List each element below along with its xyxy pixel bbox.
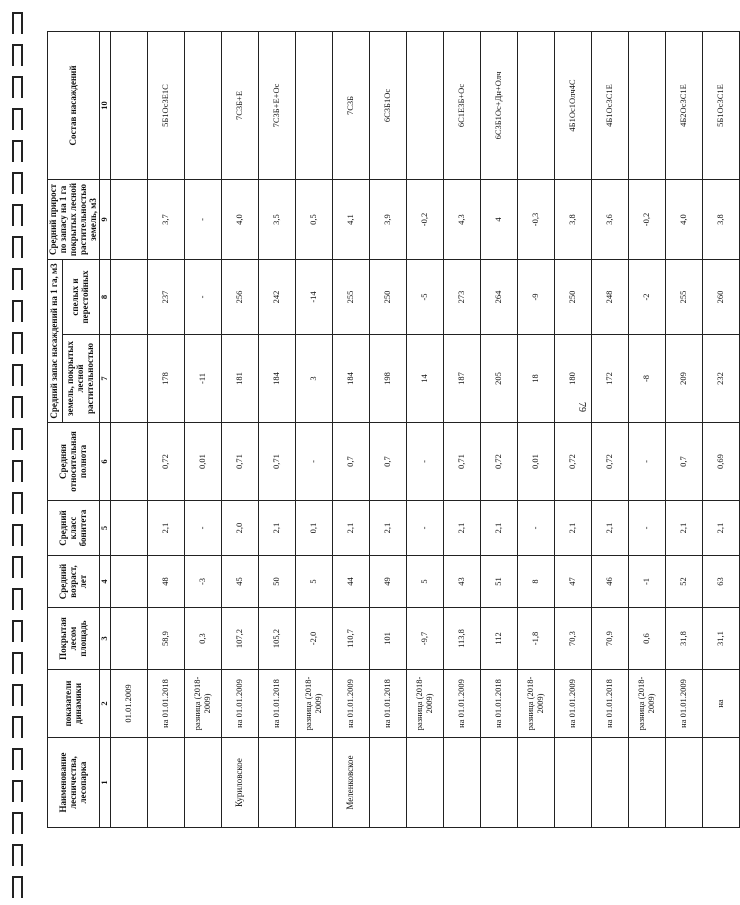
table-row xyxy=(332,32,369,828)
cell-composition xyxy=(295,32,332,180)
forestry-dynamics-table xyxy=(47,31,740,828)
cell-bonitet: 2,1 xyxy=(147,501,184,556)
column-number: 7 xyxy=(100,335,110,423)
cell-area xyxy=(110,608,147,670)
cell-age: -3 xyxy=(184,556,221,608)
binding-mark xyxy=(12,524,23,546)
binding-mark xyxy=(12,396,23,418)
cell-area: 113,8 xyxy=(443,608,480,670)
col-header-increment: Средний прирост по запасу на 1 га покрытых лесной растительностью земель, м3 xyxy=(48,180,100,260)
page-number: 79 xyxy=(576,402,587,412)
cell-increment: - xyxy=(184,180,221,260)
binding-mark xyxy=(12,620,23,642)
col-header-bonitet: Средний класс бонитета xyxy=(48,501,100,556)
cell-increment: 3,8 xyxy=(702,180,739,260)
cell-indicator: разница (2018-2009) xyxy=(628,670,665,738)
cell-stock: 3 xyxy=(295,335,332,423)
binding-mark xyxy=(12,108,23,130)
cell-forestry xyxy=(295,738,332,828)
cell-density: 0,71 xyxy=(221,423,258,501)
cell-indicator: на 01.01.2009 xyxy=(554,670,591,738)
cell-area: 31,1 xyxy=(702,608,739,670)
cell-area: 110,7 xyxy=(332,608,369,670)
cell-bonitet: 2,0 xyxy=(221,501,258,556)
cell-composition: 4Б2Ос3С1Е xyxy=(665,32,702,180)
cell-composition xyxy=(110,32,147,180)
cell-area: 112 xyxy=(480,608,517,670)
table-row xyxy=(665,32,702,828)
cell-increment: 3,9 xyxy=(369,180,406,260)
cell-forestry xyxy=(554,738,591,828)
column-number: 9 xyxy=(100,180,110,260)
cell-bonitet: 2,1 xyxy=(665,501,702,556)
cell-forestry xyxy=(258,738,295,828)
column-number: 6 xyxy=(100,423,110,501)
cell-bonitet: - xyxy=(517,501,554,556)
cell-increment: 4 xyxy=(480,180,517,260)
cell-mature: 242 xyxy=(258,260,295,335)
cell-bonitet: - xyxy=(406,501,443,556)
cell-forestry xyxy=(591,738,628,828)
cell-bonitet: 2,1 xyxy=(591,501,628,556)
cell-indicator: разница (2018-2009) xyxy=(295,670,332,738)
cell-indicator: разница (2018-2009) xyxy=(184,670,221,738)
col-header-age: Средний возраст, лет xyxy=(48,556,100,608)
cell-stock: 187 xyxy=(443,335,480,423)
cell-forestry xyxy=(369,738,406,828)
cell-age: 50 xyxy=(258,556,295,608)
binding-mark xyxy=(12,428,23,450)
cell-age: 52 xyxy=(665,556,702,608)
cell-increment: -0,2 xyxy=(628,180,665,260)
column-number: 10 xyxy=(100,32,110,180)
cell-density: 0,01 xyxy=(517,423,554,501)
table-row xyxy=(702,32,739,828)
cell-bonitet: 2,1 xyxy=(443,501,480,556)
cell-forestry xyxy=(702,738,739,828)
binding-mark xyxy=(12,364,23,386)
binding-mark xyxy=(12,236,23,258)
cell-density: 0,7 xyxy=(665,423,702,501)
cell-age: 8 xyxy=(517,556,554,608)
cell-bonitet: 0,1 xyxy=(295,501,332,556)
cell-mature: 264 xyxy=(480,260,517,335)
binding-margin xyxy=(0,0,40,905)
cell-age: 46 xyxy=(591,556,628,608)
col-header-indicator: показатели динамики xyxy=(48,670,100,738)
cell-increment xyxy=(110,180,147,260)
binding-mark xyxy=(12,844,23,866)
cell-composition xyxy=(184,32,221,180)
cell-forestry xyxy=(443,738,480,828)
cell-composition: 7С3Б+Е+Ос xyxy=(258,32,295,180)
column-number: 1 xyxy=(100,738,110,828)
cell-mature: 255 xyxy=(665,260,702,335)
cell-composition: 4Б1Ос1Олч4С xyxy=(554,32,591,180)
cell-density: 0,71 xyxy=(258,423,295,501)
table-row xyxy=(110,32,147,828)
cell-density: 0,71 xyxy=(443,423,480,501)
cell-age: 63 xyxy=(702,556,739,608)
cell-bonitet xyxy=(110,501,147,556)
cell-bonitet: - xyxy=(628,501,665,556)
cell-area: 70,3 xyxy=(554,608,591,670)
rotated-content xyxy=(45,30,726,830)
cell-composition: 6С3Б1Ос+Дн+Олч xyxy=(480,32,517,180)
cell-forestry xyxy=(517,738,554,828)
binding-mark xyxy=(12,140,23,162)
cell-age: 5 xyxy=(406,556,443,608)
cell-indicator: на 01.01.2009 xyxy=(665,670,702,738)
cell-density: 0,72 xyxy=(591,423,628,501)
cell-area: 0,6 xyxy=(628,608,665,670)
binding-mark xyxy=(12,780,23,802)
cell-composition: 7С3Б+Е xyxy=(221,32,258,180)
cell-stock: 232 xyxy=(702,335,739,423)
cell-bonitet: 2,1 xyxy=(369,501,406,556)
table-row xyxy=(295,32,332,828)
column-number: 4 xyxy=(100,556,110,608)
cell-area: 105,2 xyxy=(258,608,295,670)
cell-increment: 3,8 xyxy=(554,180,591,260)
table-row xyxy=(591,32,628,828)
cell-increment: 3,6 xyxy=(591,180,628,260)
cell-composition xyxy=(517,32,554,180)
cell-increment: -0,3 xyxy=(517,180,554,260)
table-row xyxy=(184,32,221,828)
col-header-area: Покрытая лесом площадь xyxy=(48,608,100,670)
cell-indicator: разница (2018-2009) xyxy=(517,670,554,738)
cell-area: 58,9 xyxy=(147,608,184,670)
cell-increment: 4,3 xyxy=(443,180,480,260)
cell-stock: 209 xyxy=(665,335,702,423)
col-header-density: Средняя относительная полнота xyxy=(48,423,100,501)
table-row xyxy=(147,32,184,828)
cell-indicator: на 01.01.2009 xyxy=(443,670,480,738)
column-number: 3 xyxy=(100,608,110,670)
cell-density: 0,72 xyxy=(147,423,184,501)
col-header-stock-group: Средний запас насаждений на 1 га, м3 xyxy=(48,260,63,423)
cell-area: 0,3 xyxy=(184,608,221,670)
cell-bonitet: 2,1 xyxy=(554,501,591,556)
binding-mark xyxy=(12,492,23,514)
binding-mark xyxy=(12,268,23,290)
cell-mature: -2 xyxy=(628,260,665,335)
column-number: 2 xyxy=(100,670,110,738)
cell-age: 48 xyxy=(147,556,184,608)
cell-density: 0,72 xyxy=(480,423,517,501)
col-header-composition: Состав насаждений xyxy=(48,32,100,180)
binding-mark xyxy=(12,460,23,482)
cell-age: 44 xyxy=(332,556,369,608)
table-row xyxy=(221,32,258,828)
cell-composition xyxy=(406,32,443,180)
cell-mature: -9 xyxy=(517,260,554,335)
cell-area: 31,8 xyxy=(665,608,702,670)
cell-indicator: на 01.01.2018 xyxy=(591,670,628,738)
cell-mature: 255 xyxy=(332,260,369,335)
cell-mature: 248 xyxy=(591,260,628,335)
cell-density: 0,72 xyxy=(554,423,591,501)
cell-age: -1 xyxy=(628,556,665,608)
column-number: 5 xyxy=(100,501,110,556)
cell-density xyxy=(110,423,147,501)
cell-indicator: на 01.01.2018 xyxy=(369,670,406,738)
cell-forestry xyxy=(406,738,443,828)
cell-density: - xyxy=(406,423,443,501)
cell-stock: 14 xyxy=(406,335,443,423)
binding-mark xyxy=(12,172,23,194)
cell-increment: 4,1 xyxy=(332,180,369,260)
cell-density: - xyxy=(295,423,332,501)
cell-forestry: Меленковское xyxy=(332,738,369,828)
cell-stock: 18 xyxy=(517,335,554,423)
col-header-stock: земель, покрытых лесной растительностью xyxy=(62,335,100,423)
cell-stock: 205 xyxy=(480,335,517,423)
cell-age: 45 xyxy=(221,556,258,608)
cell-bonitet: 2,1 xyxy=(258,501,295,556)
cell-indicator: на 01.01.2018 xyxy=(480,670,517,738)
cell-stock: 172 xyxy=(591,335,628,423)
cell-stock: 184 xyxy=(332,335,369,423)
binding-mark xyxy=(12,748,23,770)
cell-mature: -14 xyxy=(295,260,332,335)
cell-stock: 180 xyxy=(554,335,591,423)
cell-mature: 237 xyxy=(147,260,184,335)
cell-stock xyxy=(110,335,147,423)
cell-age xyxy=(110,556,147,608)
cell-age: 5 xyxy=(295,556,332,608)
cell-age: 47 xyxy=(554,556,591,608)
cell-increment: 4,0 xyxy=(221,180,258,260)
cell-indicator: на 01.01.2018 xyxy=(147,670,184,738)
cell-density: 0,7 xyxy=(332,423,369,501)
cell-increment: 3,5 xyxy=(258,180,295,260)
cell-area: -1,8 xyxy=(517,608,554,670)
rotated-page xyxy=(45,30,726,830)
cell-mature xyxy=(110,260,147,335)
cell-mature: 250 xyxy=(554,260,591,335)
cell-mature: 250 xyxy=(369,260,406,335)
binding-mark xyxy=(12,300,23,322)
column-number-row xyxy=(100,32,110,828)
cell-density: 0,01 xyxy=(184,423,221,501)
cell-indicator: 01.01.2009 xyxy=(110,670,147,738)
cell-indicator: на 01.01.2009 xyxy=(332,670,369,738)
binding-mark xyxy=(12,716,23,738)
cell-forestry xyxy=(110,738,147,828)
binding-mark xyxy=(12,204,23,226)
cell-area: -9,7 xyxy=(406,608,443,670)
cell-area: 107,2 xyxy=(221,608,258,670)
table-row xyxy=(443,32,480,828)
table-row xyxy=(369,32,406,828)
cell-indicator: разница (2018-2009) xyxy=(406,670,443,738)
cell-mature: 273 xyxy=(443,260,480,335)
cell-area: 101 xyxy=(369,608,406,670)
cell-density: - xyxy=(628,423,665,501)
cell-bonitet: 2,1 xyxy=(332,501,369,556)
col-header-forestry: Наименование лесничества, лесопарка xyxy=(48,738,100,828)
cell-increment: -0,2 xyxy=(406,180,443,260)
cell-composition: 4Б1Ос3С1Е xyxy=(591,32,628,180)
cell-composition: 6С3Б1Ос xyxy=(369,32,406,180)
cell-indicator: на 01.01.2018 xyxy=(258,670,295,738)
table-row xyxy=(480,32,517,828)
cell-composition xyxy=(628,32,665,180)
binding-mark xyxy=(12,76,23,98)
cell-mature: -5 xyxy=(406,260,443,335)
cell-age: 43 xyxy=(443,556,480,608)
cell-composition: 7С3Б xyxy=(332,32,369,180)
table-body xyxy=(110,32,739,828)
binding-mark xyxy=(12,556,23,578)
binding-mark xyxy=(12,332,23,354)
cell-composition: 6С1Е3Б+Ос xyxy=(443,32,480,180)
table-row xyxy=(554,32,591,828)
table-row xyxy=(517,32,554,828)
cell-indicator: на xyxy=(702,670,739,738)
cell-stock: 178 xyxy=(147,335,184,423)
cell-mature: 260 xyxy=(702,260,739,335)
cell-forestry xyxy=(628,738,665,828)
cell-increment: 0,5 xyxy=(295,180,332,260)
cell-bonitet: - xyxy=(184,501,221,556)
cell-forestry xyxy=(147,738,184,828)
cell-forestry xyxy=(184,738,221,828)
cell-bonitet: 2,1 xyxy=(480,501,517,556)
binding-mark xyxy=(12,588,23,610)
cell-forestry xyxy=(665,738,702,828)
col-header-mature: спелых и перестойных xyxy=(62,260,100,335)
column-number: 8 xyxy=(100,260,110,335)
cell-stock: 181 xyxy=(221,335,258,423)
cell-bonitet: 2,1 xyxy=(702,501,739,556)
binding-mark xyxy=(12,44,23,66)
cell-density: 0,69 xyxy=(702,423,739,501)
binding-mark xyxy=(12,876,23,898)
binding-mark xyxy=(12,12,23,34)
cell-age: 51 xyxy=(480,556,517,608)
cell-area: -2,0 xyxy=(295,608,332,670)
cell-increment: 3,7 xyxy=(147,180,184,260)
table-row xyxy=(406,32,443,828)
cell-density: 0,7 xyxy=(369,423,406,501)
cell-mature: 256 xyxy=(221,260,258,335)
cell-indicator: на 01.01.2009 xyxy=(221,670,258,738)
cell-increment: 4,0 xyxy=(665,180,702,260)
cell-area: 70,9 xyxy=(591,608,628,670)
cell-mature: - xyxy=(184,260,221,335)
cell-forestry: Куриловское xyxy=(221,738,258,828)
binding-mark xyxy=(12,652,23,674)
cell-stock: -11 xyxy=(184,335,221,423)
cell-forestry xyxy=(480,738,517,828)
cell-composition: 5Б1Ос3С1Е xyxy=(702,32,739,180)
table-row xyxy=(628,32,665,828)
cell-stock: 184 xyxy=(258,335,295,423)
cell-stock: 198 xyxy=(369,335,406,423)
cell-composition: 5Б1Ос3Е1С xyxy=(147,32,184,180)
cell-age: 49 xyxy=(369,556,406,608)
table-row xyxy=(258,32,295,828)
cell-stock: -8 xyxy=(628,335,665,423)
binding-mark xyxy=(12,812,23,834)
binding-mark xyxy=(12,684,23,706)
